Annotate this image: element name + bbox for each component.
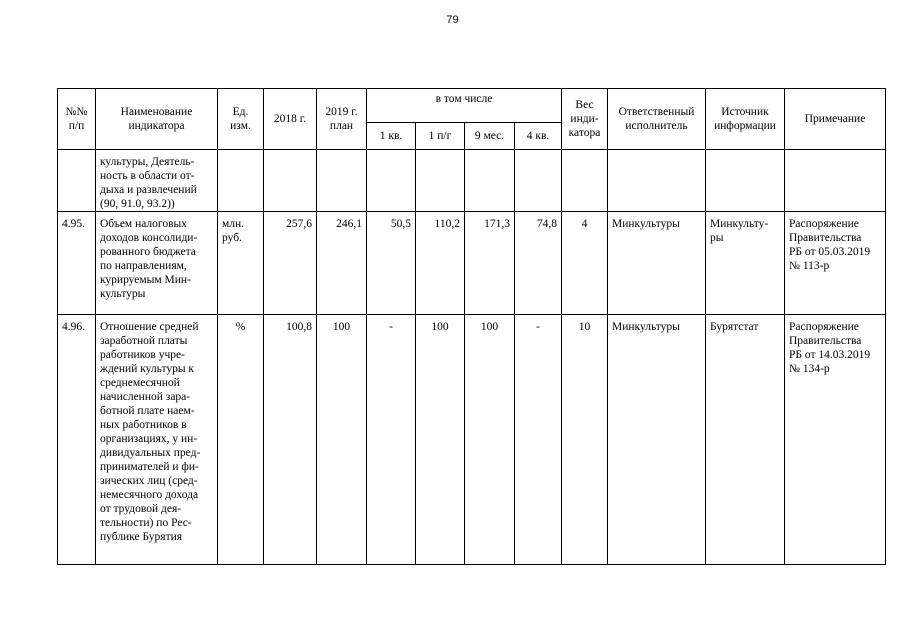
cell-unit: млн. руб.	[218, 212, 264, 315]
header-9m: 9 мес.	[465, 123, 515, 150]
cell-unit	[218, 150, 264, 212]
table-row	[58, 150, 886, 212]
header-source: Источник информации	[706, 89, 785, 150]
header-weight: Вес инди- катора	[562, 89, 608, 150]
page-number: 79	[446, 14, 459, 26]
header-2018: 2018 г.	[264, 89, 317, 150]
table-row	[58, 315, 886, 565]
cell-weight	[562, 150, 608, 212]
header-2019: 2019 г. план	[317, 89, 367, 150]
cell-note	[785, 150, 886, 212]
header-unit: Ед. изм.	[218, 89, 264, 150]
cell-responsible: Минкультуры	[608, 212, 706, 315]
header-row-top	[58, 89, 886, 123]
header-note: Примечание	[785, 89, 886, 150]
cell-h1	[416, 150, 465, 212]
cell-9m: 100	[465, 315, 515, 565]
cell-source: Минкульту- ры	[706, 212, 785, 315]
cell-note: Распоряжение Правительства РБ от 05.03.2019 № 113-р	[785, 212, 886, 315]
table-row	[58, 212, 886, 315]
header-q1: 1 кв.	[367, 123, 416, 150]
cell-note: Распоряжение Правительства РБ от 14.03.2019 № 134-р	[785, 315, 886, 565]
cell-2018: 257,6	[264, 212, 317, 315]
cell-name: культуры, Деятель- ность в области от- дыха и развлечений (90, 91.0, 93.2))	[96, 150, 218, 212]
cell-weight: 10	[562, 315, 608, 565]
cell-q4: -	[515, 315, 562, 565]
header-name: Наименование индикатора	[96, 89, 218, 150]
header-responsible: Ответственный исполнитель	[608, 89, 706, 150]
cell-9m	[465, 150, 515, 212]
cell-source	[706, 150, 785, 212]
cell-num: 4.95.	[58, 212, 96, 315]
cell-name: Объем налоговых доходов консолиди- рованного бюджета по направлениям, курируемым Мин- культуры	[96, 212, 218, 315]
cell-9m: 171,3	[465, 212, 515, 315]
cell-num: 4.96.	[58, 315, 96, 565]
header-h1: 1 п/г	[416, 123, 465, 150]
cell-2018: 100,8	[264, 315, 317, 565]
cell-unit: %	[218, 315, 264, 565]
cell-q1	[367, 150, 416, 212]
cell-q4: 74,8	[515, 212, 562, 315]
indicators-table	[57, 88, 886, 565]
cell-q1: 50,5	[367, 212, 416, 315]
cell-2019: 100	[317, 315, 367, 565]
cell-responsible	[608, 150, 706, 212]
cell-q4	[515, 150, 562, 212]
cell-num	[58, 150, 96, 212]
header-num: №№ п/п	[58, 89, 96, 150]
cell-source: Бурятстат	[706, 315, 785, 565]
cell-name: Отношение средней заработной платы работников учре- ждений культуры к среднемесячной начисленной зара- ботной плате наем- ных работников в организациях, у ин- дивидуальных пред- принимателей и фи- зических лиц (сред- немесячного дохода от трудовой дея- тельности) по Рес- публике Бурятия	[96, 315, 218, 565]
cell-weight: 4	[562, 212, 608, 315]
cell-h1: 110,2	[416, 212, 465, 315]
header-q4: 4 кв.	[515, 123, 562, 150]
cell-h1: 100	[416, 315, 465, 565]
cell-2019: 246,1	[317, 212, 367, 315]
cell-2018	[264, 150, 317, 212]
cell-2019	[317, 150, 367, 212]
cell-responsible: Минкультуры	[608, 315, 706, 565]
header-including: в том числе	[367, 89, 562, 123]
cell-q1: -	[367, 315, 416, 565]
